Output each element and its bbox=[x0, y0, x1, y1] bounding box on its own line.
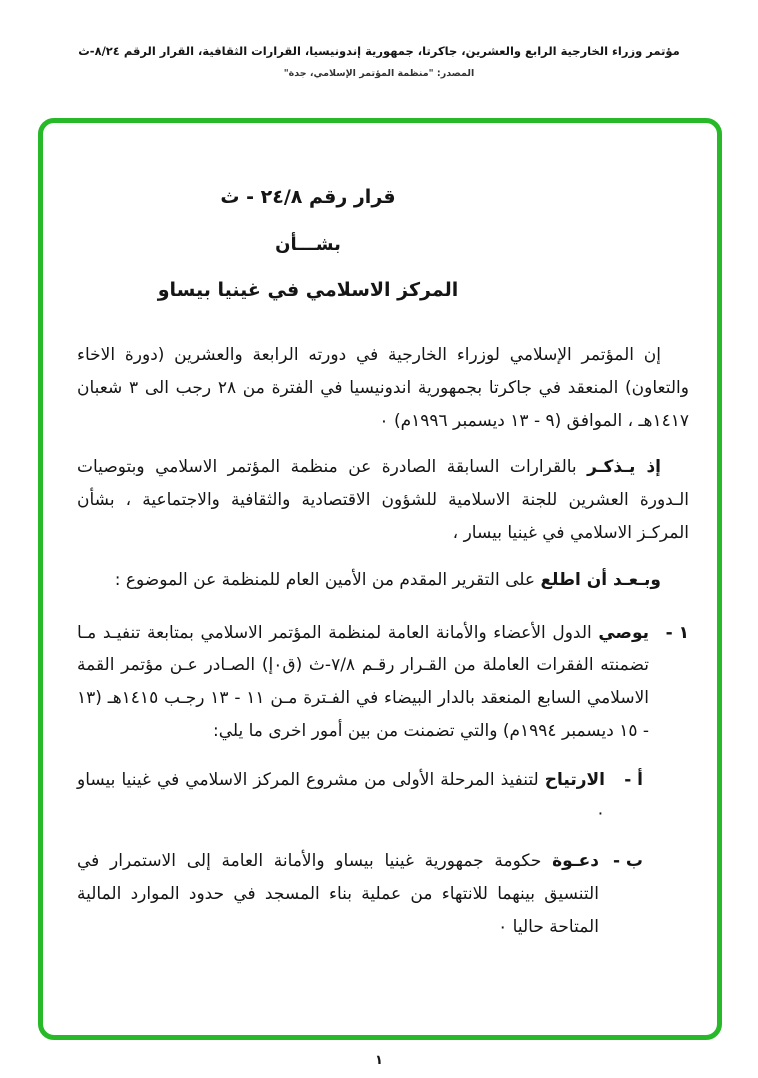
paragraph-lead: وبـعـد أن اطلع bbox=[540, 569, 661, 590]
item-text: حكومة جمهورية غينيا بيساو والأمانة العامة إلى الاستمرار في التنسيق بينهما للانتهاء من عملية بناء المسجد في حدود الموارد المالية المتاحة حاليا ٠ bbox=[77, 851, 599, 937]
resolution-subject: المركز الاسلامي في غينيا بيساو bbox=[157, 279, 459, 302]
resolution-regarding: بشـــأن bbox=[275, 233, 341, 255]
sub-item-a bbox=[77, 764, 643, 830]
paragraph-text: على التقرير المقدم من الأمين العام للمنظمة عن الموضوع : bbox=[114, 569, 536, 590]
sub-item-b bbox=[77, 845, 643, 943]
item-text: لتنفيذ المرحلة الأولى من مشروع المركز الاسلامي في غينيا بيساو ٠ bbox=[77, 769, 605, 823]
paragraph-lead: إذ يـذكـر bbox=[587, 457, 661, 478]
item-body bbox=[77, 845, 599, 943]
item-marker: ب - bbox=[612, 851, 643, 872]
item-lead: الارتياح bbox=[544, 769, 605, 790]
item-body bbox=[77, 617, 649, 748]
item-lead: يوصي bbox=[598, 622, 650, 643]
item-marker: ١ - bbox=[665, 622, 689, 643]
header-source-line: المصدر: "منظمة المؤتمر الإسلامي، جدة" bbox=[283, 68, 475, 79]
paragraph-preamble bbox=[77, 339, 689, 437]
page-number: ١ bbox=[375, 1053, 383, 1068]
resolution-title-block bbox=[77, 179, 689, 309]
paragraph-recalling bbox=[77, 451, 689, 549]
document-header bbox=[0, 0, 758, 79]
numbered-item-1 bbox=[77, 617, 689, 748]
resolution-number: قرار رقم ٢٤/٨ - ث bbox=[220, 186, 396, 208]
paragraph-text: إن المؤتمر الإسلامي لوزراء الخارجية في دورته الرابعة والعشرين (دورة الاخاء والتعاون) المنعقد في جاكرتا بجمهورية اندونيسيا في الفترة من ٢٨ رجب الى ٣ شعبان ١٤١٧هـ ، الموافق (٩ - ١٣ ديسمبر ١٩٩٦م) ٠ bbox=[77, 345, 689, 431]
document-body bbox=[43, 123, 717, 944]
paragraph-having-reviewed bbox=[77, 564, 689, 597]
document-frame bbox=[38, 118, 722, 1040]
item-text: الدول الأعضاء والأمانة العامة لمنظمة المؤتمر الاسلامي بمتابعة تنفيـد مـا تضمنته الفقرات العاملة من القـرار رقـم ٧/٨-ث (ق٠إ) الصـادر عـن مؤتمر القمة الاسلامي السابع المنعقد بالدار البيضاء في الفـترة مـن ١١ - ١٣ رجـب ١٤١٥هـ (١٣ - ١٥ ديسمبر ١٩٩٤م) والتي تضمنت من بين أمور اخرى ما يلي: bbox=[77, 622, 650, 742]
item-body bbox=[77, 764, 605, 830]
header-citation-line: مؤتمر وزراء الخارجية الرابع والعشرين، جاكرتا، جمهورية إندونيسيا، القرارات الثقافية، القرار الرقم ٨/٢٤-ث bbox=[78, 44, 680, 58]
paragraph-text: بالقرارات السابقة الصادرة عن منظمة المؤتمر الاسلامي وبتوصيات الـدورة العشرين للجنة الاسلامية للشؤون الاقتصادية والثقافية والاجتماعية ، بشأن المركـز الاسلامي في غينيا بيسار ، bbox=[77, 457, 689, 544]
item-lead: دعـوة bbox=[552, 851, 599, 872]
item-marker: أ - bbox=[624, 769, 643, 790]
